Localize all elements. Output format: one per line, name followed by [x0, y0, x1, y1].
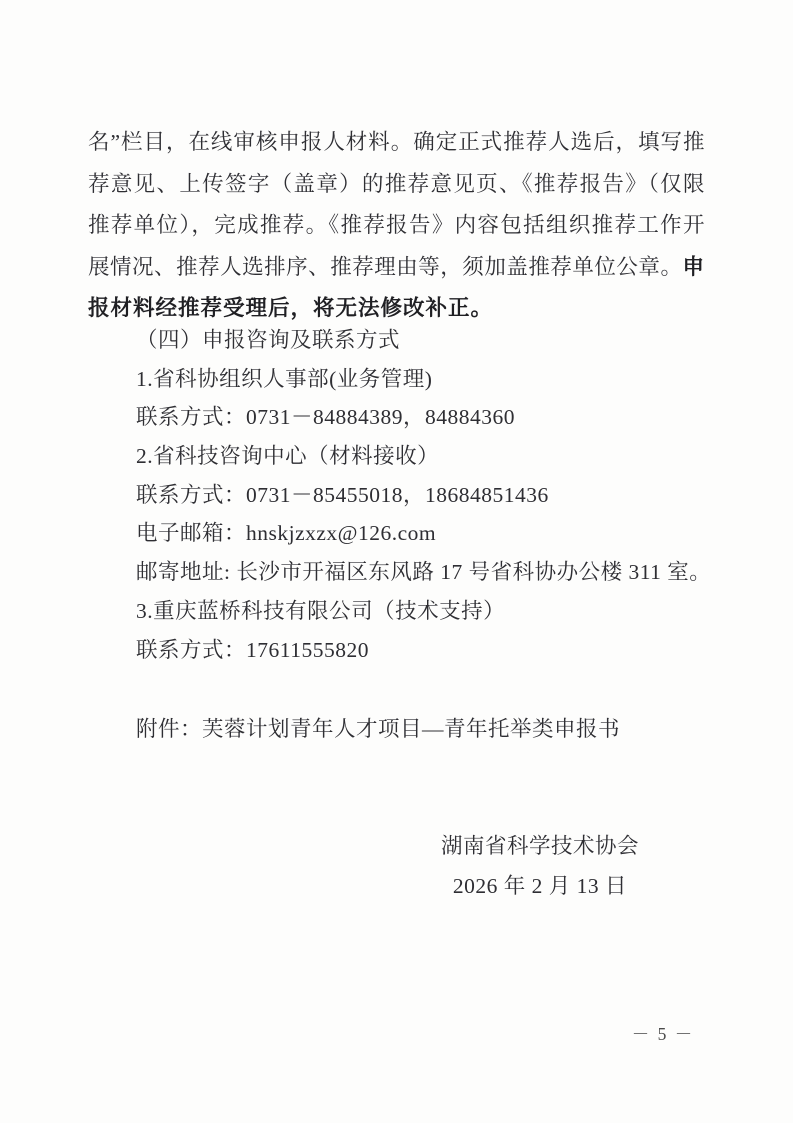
- body-line-text: 展情况、推荐人选排序、推荐理由等，须加盖推荐单位公章。: [88, 254, 683, 279]
- contact-line: 联系方式：0731－84884389，84884360: [136, 405, 516, 430]
- body-line: [88, 247, 705, 289]
- contact-line: 3.重庆蓝桥科技有限公司（技术支持）: [136, 598, 506, 623]
- contact-section-heading: （四）申报咨询及联系方式: [136, 328, 401, 352]
- body-line: 推荐单位），完成推荐。《推荐报告》内容包括组织推荐工作开: [88, 213, 705, 238]
- contact-line-address: 邮寄地址: 长沙市开福区东风路 17 号省科协办公楼 311 室。: [136, 560, 712, 585]
- signature-block: [390, 826, 690, 906]
- contact-line: 联系方式：17611555820: [136, 637, 369, 662]
- page-number: － 5 －: [631, 1024, 695, 1044]
- body-line-bold-text: 申: [682, 254, 705, 279]
- signature-organization: 湖南省科学技术协会: [440, 834, 639, 858]
- contact-line: 联系方式：0731－85455018，18684851436: [136, 482, 549, 507]
- body-line-bold: 报材料经推荐受理后，将无法修改补正。: [88, 296, 494, 321]
- signature-date: 2026 年 2 月 13 日: [452, 874, 628, 898]
- attachment-line: 附件：芙蓉计划青年人才项目—青年托举类申报书: [136, 717, 621, 741]
- contact-line-email: 电子邮箱：hnskjzxzx@126.com: [136, 521, 437, 546]
- body-line: 名”栏目，在线审核申报人材料。确定正式推荐人选后，填写推: [88, 130, 705, 154]
- body-line: 荐意见、上传签字（盖章）的推荐意见页、《推荐报告》（仅限: [88, 171, 705, 196]
- body-paragraph: [88, 122, 705, 330]
- contact-section: [88, 321, 728, 669]
- contact-line: 1.省科协组织人事部(业务管理): [136, 366, 433, 391]
- contact-line: 2.省科技咨询中心（材料接收）: [136, 444, 440, 469]
